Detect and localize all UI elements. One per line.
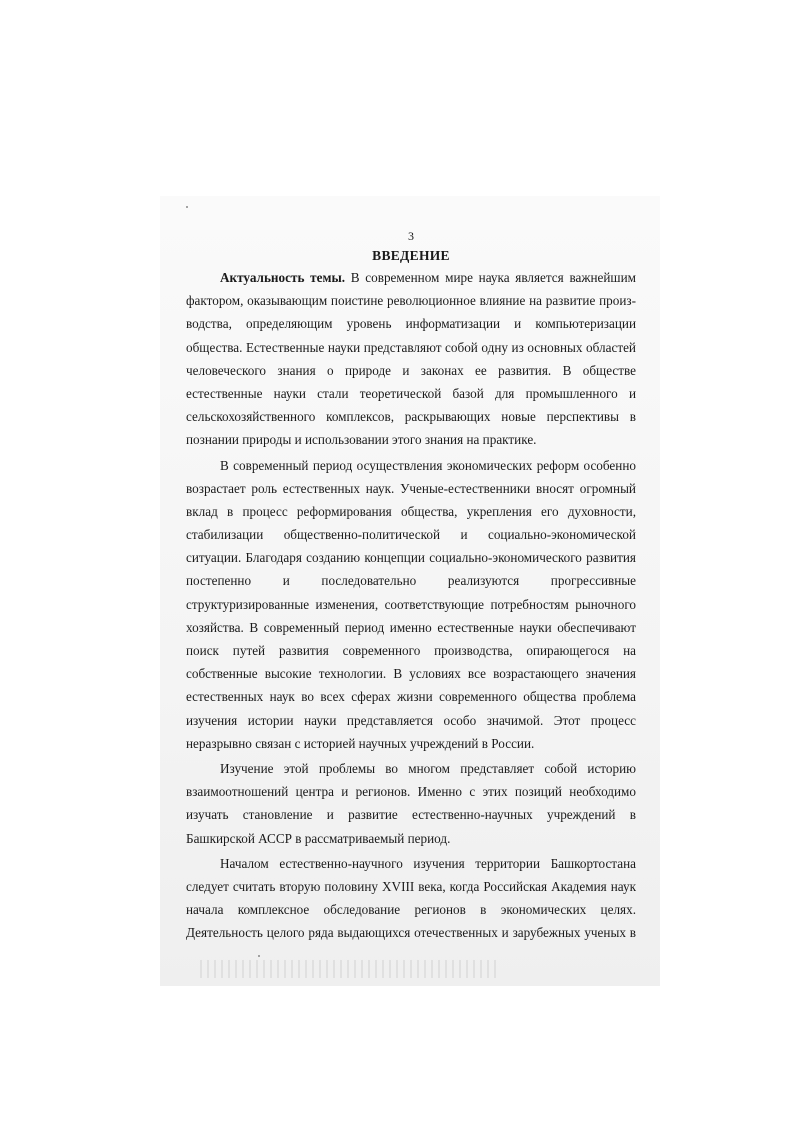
- text-line: вклад в процесс реформирования общества, укрепления его духовности,: [186, 503, 636, 519]
- scan-noise: [200, 960, 500, 978]
- text-line: Изучение этой проблемы во многом представляет собой историю: [220, 760, 636, 776]
- section-heading: ВВЕДЕНИЕ: [372, 248, 450, 263]
- text-line: фактором, оказывающим поистине революционное влияние на развитие произ-: [186, 293, 636, 309]
- text-line: естественные науки стали теоретической базой для промышленного и: [186, 385, 636, 401]
- text-line: изучения истории науки представляется особо значимой. Этот процесс: [186, 712, 636, 728]
- text-line: водства, определяющим уровень информатизации и компьютеризации: [186, 316, 636, 332]
- text-line: В современный период осуществления экономических реформ особенно: [220, 457, 636, 473]
- text-line: неразрывно связан с историей научных учреждений в России.: [186, 735, 535, 751]
- line-text: В современном мире наука является важнейшим: [345, 270, 636, 285]
- text-line: следует считать вторую половину XVIII века, когда Российская Академия наук: [186, 878, 636, 894]
- paragraph-center-regions: [186, 757, 636, 850]
- text-line: Началом естественно-научного изучения территории Башкортостана: [220, 855, 636, 871]
- scan-speck: [186, 206, 188, 208]
- text-line: стабилизации общественно-политической и социально-экономической: [186, 527, 636, 543]
- text-line: Деятельность целого ряда выдающихся отечественных и зарубежных ученых в: [186, 925, 636, 941]
- text-line: ситуации. Благодаря созданию концепции социально-экономического развития: [186, 550, 636, 566]
- scan-speck: [258, 955, 260, 957]
- paragraph-relevance: [186, 266, 636, 452]
- text-line: постепенно и последовательно реализуются прогрессивные: [186, 573, 636, 589]
- text-line: человеческого знания о природе и законах ее развития. В обществе: [186, 362, 636, 378]
- text-line: начала комплексное обследование регионов в экономических целях.: [186, 902, 636, 918]
- text-line: возрастает роль естественных наук. Ученые-естественники вносят огромный: [186, 480, 636, 496]
- paragraph-reforms: [186, 454, 636, 755]
- text-line: естественных наук во всех сферах жизни современного общества проблема: [186, 689, 636, 705]
- document-page: [186, 228, 636, 944]
- text-line: взаимоотношений центра и регионов. Именно с этих позиций необходимо: [186, 784, 636, 800]
- text-line: познании природы и использовании этого знания на практике.: [186, 432, 537, 448]
- text-line: изучать становление и развитие естественно-научных учреждений в: [186, 807, 636, 823]
- text-line: общества. Естественные науки представляют собой одну из основных областей: [186, 339, 636, 355]
- text-line: [186, 266, 636, 289]
- paragraph-history-start: [186, 852, 636, 945]
- text-line: хозяйства. В современный период именно естественные науки обеспечивают: [186, 619, 636, 635]
- text-line: собственные высокие технологии. В условиях все возрастающего значения: [186, 666, 636, 682]
- page-number: 3: [408, 229, 414, 243]
- text-line: сельскохозяйственного комплексов, раскрывающих новые перспективы в: [186, 409, 636, 425]
- text-line: структуризированные изменения, соответствующие потребностям рыночного: [186, 596, 636, 612]
- text-line: Башкирской АССР в рассматриваемый период.: [186, 830, 451, 846]
- lead-phrase: Актуальность темы.: [220, 270, 346, 285]
- text-line: поиск путей развития современного производства, опирающегося на: [186, 643, 636, 658]
